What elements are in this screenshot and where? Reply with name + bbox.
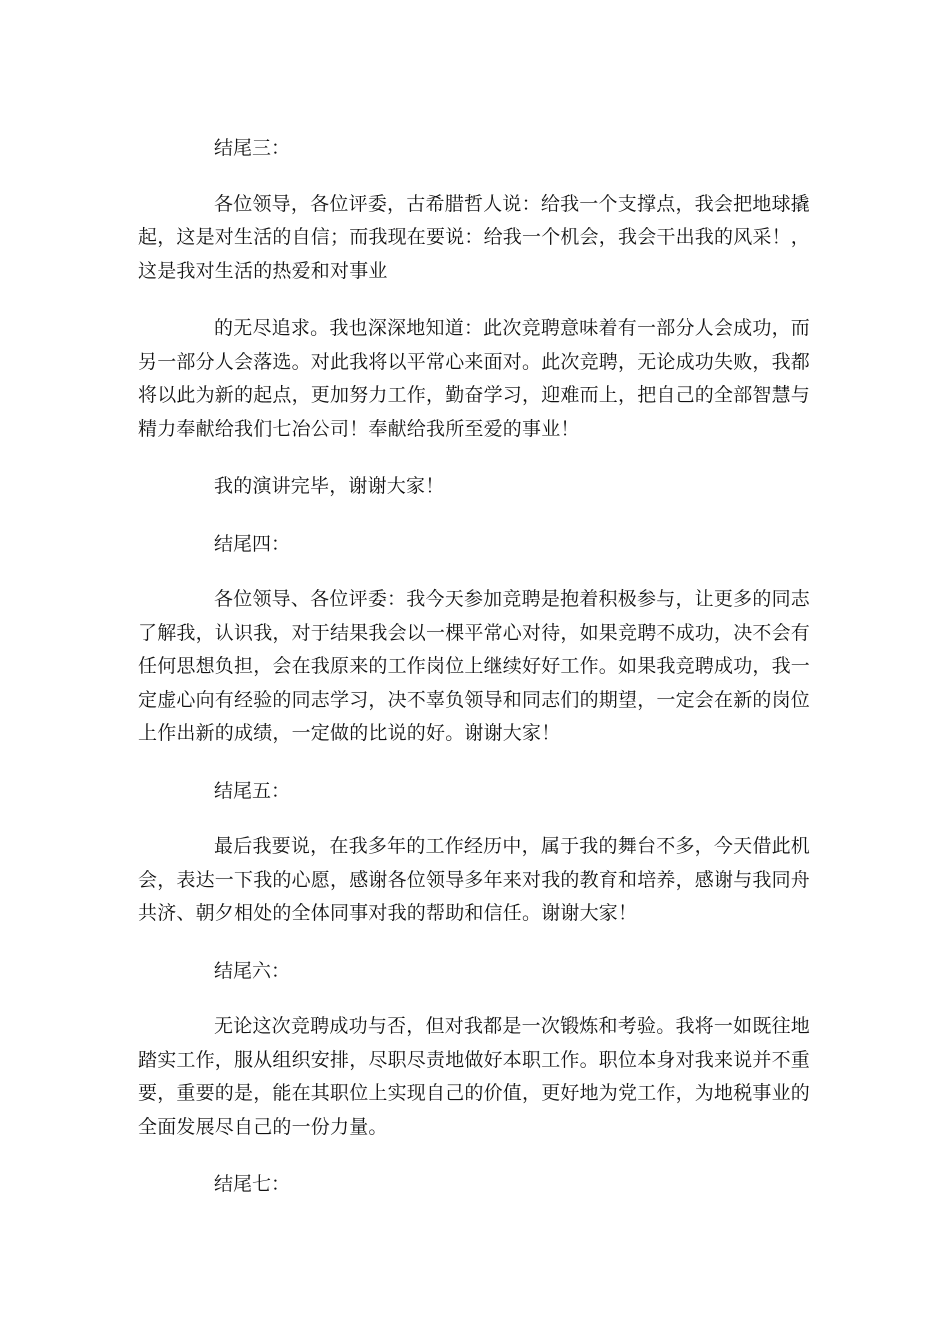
section-heading-4: 结尾四： <box>214 532 291 555</box>
section-heading-6: 结尾六： <box>214 959 291 982</box>
paragraph-5-1: 最后我要说，在我多年的工作经历中，属于我的舞台不多，今天借此机会，表达一下我的心愿，感谢各位领导多年来对我的教育和培养，感谢与我同舟共济、朝夕相处的全体同事对我的帮助和信任。谢谢大家！ <box>138 835 811 924</box>
document-body <box>138 132 810 1202</box>
paragraph-3-1: 各位领导，各位评委，古希腊哲人说：给我一个支撑点，我会把地球撬起，这是对生活的自信；而我现在要说：给我一个机会，我会干出我的风采！，这是我对生活的热爱和对事业 <box>138 192 811 282</box>
section-heading-5: 结尾五： <box>214 779 291 802</box>
paragraph-4-1: 各位领导、各位评委：我今天参加竞聘是抱着积极参与，让更多的同志了解我，认识我，对于结果我会以一棵平常心对待，如果竞聘不成功，决不会有任何思想负担，会在我原来的工作岗位上继续好好工作。如果我竞聘成功，我一定虚心向有经验的同志学习，决不辜负领导和同志们的期望，一定会在新的岗位上作出新的成绩，一定做的比说的好。谢谢大家！ <box>138 588 811 744</box>
paragraph-6-1: 无论这次竞聘成功与否，但对我都是一次锻炼和考验。我将一如既往地踏实工作，服从组织安排，尽职尽责地做好本职工作。职位本身对我来说并不重要，重要的是，能在其职位上实现自己的价值，更好地为党工作，为地税事业的全面发展尽自己的一份力量。 <box>138 1015 811 1138</box>
section-heading-3: 结尾三： <box>214 137 291 159</box>
section-heading-7: 结尾七： <box>214 1173 291 1195</box>
paragraph-3-3: 我的演讲完毕，谢谢大家！ <box>214 475 445 497</box>
paragraph-3-2: 的无尽追求。我也深深地知道：此次竞聘意味着有一部分人会成功，而另一部分人会落选。对此我将以平常心来面对。此次竞聘，无论成功失败，我都将以此为新的起点，更加努力工作，勤奋学习，迎难而上，把自己的全部智慧与精力奉献给我们七冶公司！奉献给我所至爱的事业！ <box>138 317 811 440</box>
